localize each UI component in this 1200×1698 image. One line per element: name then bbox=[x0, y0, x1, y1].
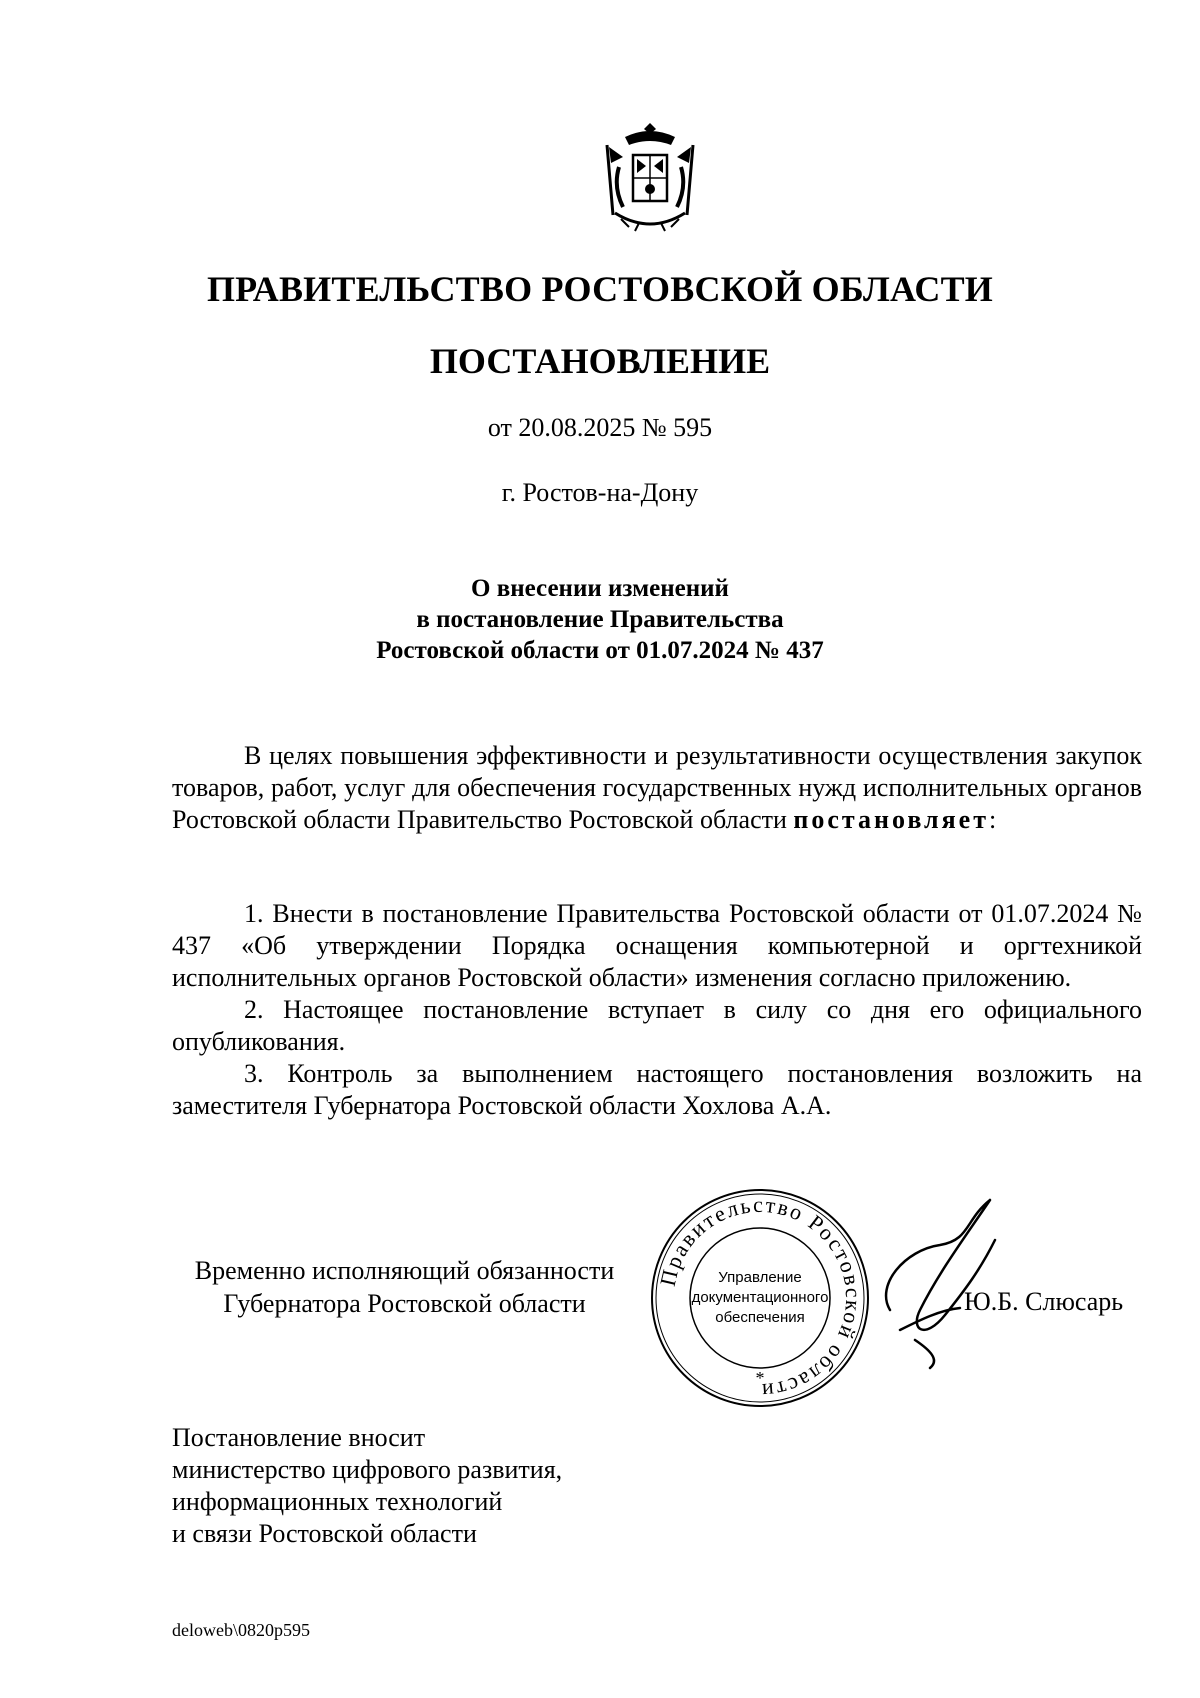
stamp-star-icon: * bbox=[755, 1368, 765, 1388]
subject-line: в постановление Правительства bbox=[416, 606, 784, 633]
preamble bbox=[172, 740, 1142, 836]
resolution-items bbox=[172, 898, 1142, 1122]
preamble-tail: : bbox=[989, 805, 997, 834]
position-line: Временно исполняющий обязанности bbox=[194, 1256, 615, 1285]
stamp-center-line: Управление bbox=[718, 1269, 802, 1286]
document-city: г. Ростов-на-Дону bbox=[501, 478, 699, 507]
resolution-item: 1. Внести в постановление Правительства Ростовской области от 01.07.2024 № 437 «Об утверждении Порядка оснащения компьютерной и оргтехникой исполнительных органов Ростовской области» изменения согласно приложению. bbox=[172, 899, 1142, 992]
stamp-ring-text: Правительство Ростовской области bbox=[654, 1191, 867, 1405]
file-code: deloweb\0820p595 bbox=[172, 1620, 310, 1640]
submitted-by-line: информационных технологий bbox=[172, 1487, 503, 1516]
handwritten-signature bbox=[870, 1190, 1010, 1370]
resolution-item: 3. Контроль за выполнением настоящего постановления возложить на заместителя Губернатора Ростовской области Хохлова А.А. bbox=[172, 1059, 1142, 1120]
stamp-center-line: документационного bbox=[691, 1289, 829, 1306]
preamble-keyword: постановляет bbox=[793, 805, 989, 834]
stamp-center-line: обеспечения bbox=[715, 1309, 805, 1326]
preamble-text: В целях повышения эффективности и результативности осуществления закупок товаров, работ, услуг для обеспечения государственных нужд исполнительных органов Ростовской области Правительство Ростовской области bbox=[172, 741, 1142, 834]
document-subject bbox=[0, 573, 1200, 666]
signatory-name: Ю.Б. Слюсарь bbox=[964, 1287, 1124, 1316]
position-line: Губернатора Ростовской области bbox=[223, 1289, 586, 1318]
subject-line: Ростовской области от 01.07.2024 № 437 bbox=[376, 637, 824, 664]
official-stamp bbox=[648, 1186, 872, 1410]
signatory-position bbox=[172, 1254, 637, 1320]
document-date-number: от 20.08.2025 № 595 bbox=[487, 413, 713, 442]
coat-of-arms-icon bbox=[595, 115, 705, 235]
submitted-by-line: министерство цифрового развития, bbox=[172, 1455, 563, 1484]
submitted-by-line: и связи Ростовской области bbox=[172, 1519, 477, 1548]
subject-line: О внесении изменений bbox=[471, 575, 729, 602]
organization-title: ПРАВИТЕЛЬСТВО РОСТОВСКОЙ ОБЛАСТИ bbox=[206, 269, 994, 309]
submitted-by bbox=[172, 1422, 562, 1550]
document-type: ПОСТАНОВЛЕНИЕ bbox=[429, 341, 771, 381]
resolution-item: 2. Настоящее постановление вступает в силу со дня его официального опубликования. bbox=[172, 995, 1142, 1056]
submitted-by-line: Постановление вносит bbox=[172, 1423, 426, 1452]
